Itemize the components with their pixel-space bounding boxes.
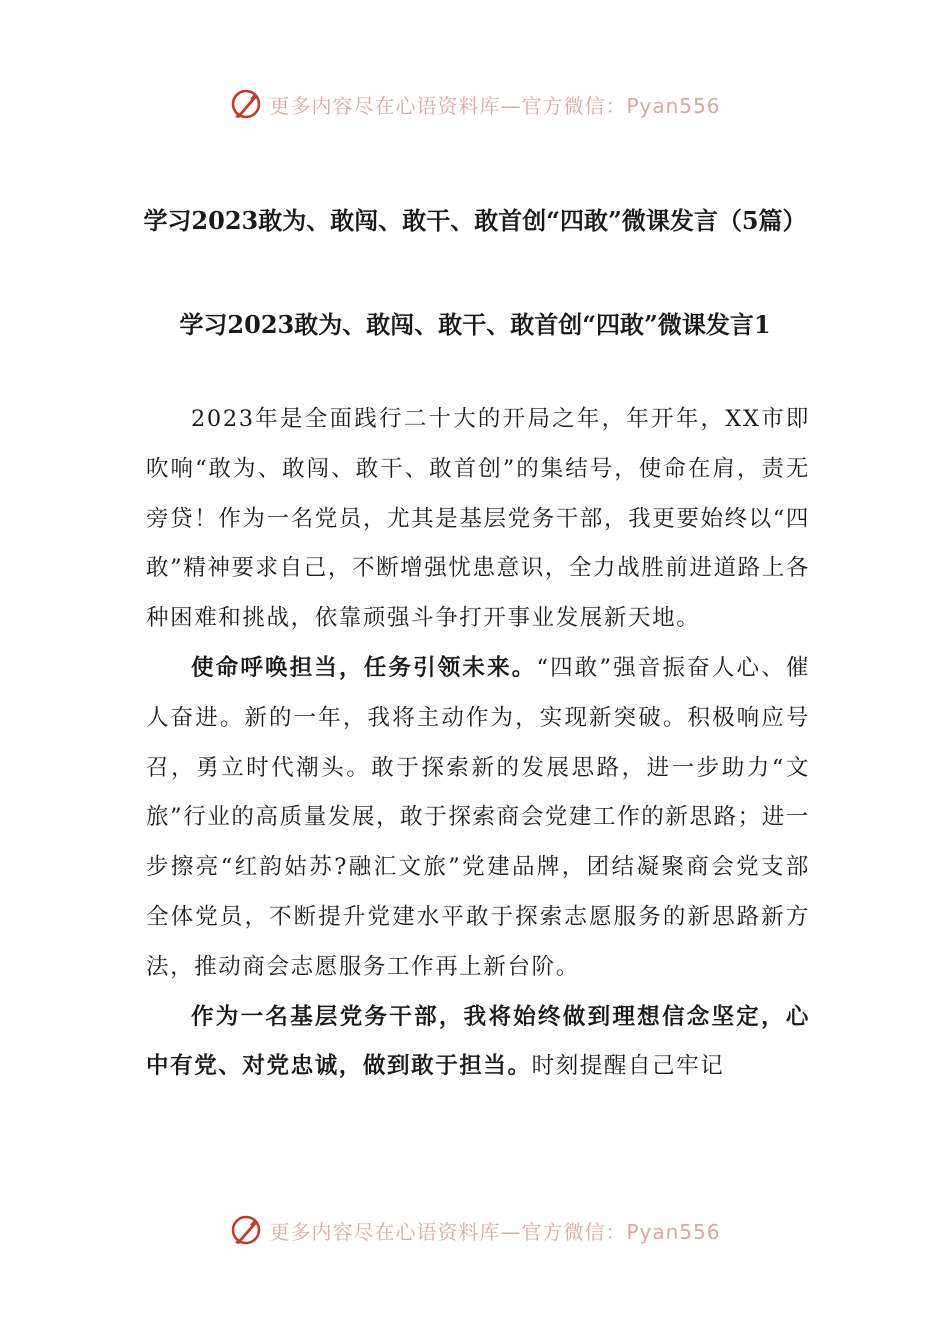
quill-logo-icon [229,87,263,121]
paragraph-2 [146,644,810,993]
header-watermark [0,84,950,124]
paragraph-1 [146,395,810,644]
paragraph-text: 2023年是全面践行二十大的开局之年，年开年，XX市即吹响“敢为、敢闯、敢干、敢首创”的集结号，使命在肩，责无旁贷！作为一名党员，尤其是基层党务干部，我更要始终以“四敢”精神要求自己，不断增强忧患意识，全力战胜前进道路上各种困难和挑战，依靠顽强斗争打开事业发展新天地。 [146,406,810,632]
watermark-text: 更多内容尽在心语资料库—官方微信：Pyan556 [269,93,721,118]
paragraph-text: 时刻提醒自己牢记 [531,1053,725,1080]
document-subtitle: 学习2023敢为、敢闯、敢干、敢首创“四敢”微课发言1 [179,310,771,339]
footer-watermark [0,1210,950,1250]
paragraph-lead: 使命呼唤担当，任务引领未来。 [191,654,537,681]
quill-logo-icon [229,1213,263,1247]
document-body [146,395,810,1092]
paragraph-lead: 作为一名基层党务干部，我将始终做到理想信念坚定，心中有党、对党忠诚，做到敢于担当。 [146,1003,810,1080]
paragraph-3 [146,993,810,1093]
watermark-text: 更多内容尽在心语资料库—官方微信：Pyan556 [269,1219,721,1244]
paragraph-text: “四敢”强音振奋人心、催人奋进。新的一年，我将主动作为，实现新突破。积极响应号召，勇立时代潮头。敢于探索新的发展思路，进一步助力“文旅”行业的高质量发展，敢于探索商会党建工作的新思路；进一步擦亮“红韵姑苏?融汇文旅”党建品牌，团结凝聚商会党支部全体党员，不断提升党建水平敢于探索志愿服务的新思路新方法，推动商会志愿服务工作再上新台阶。 [146,654,810,980]
document-title: 学习2023敢为、敢闯、敢干、敢首创“四敢”微课发言（5篇） [143,206,807,235]
